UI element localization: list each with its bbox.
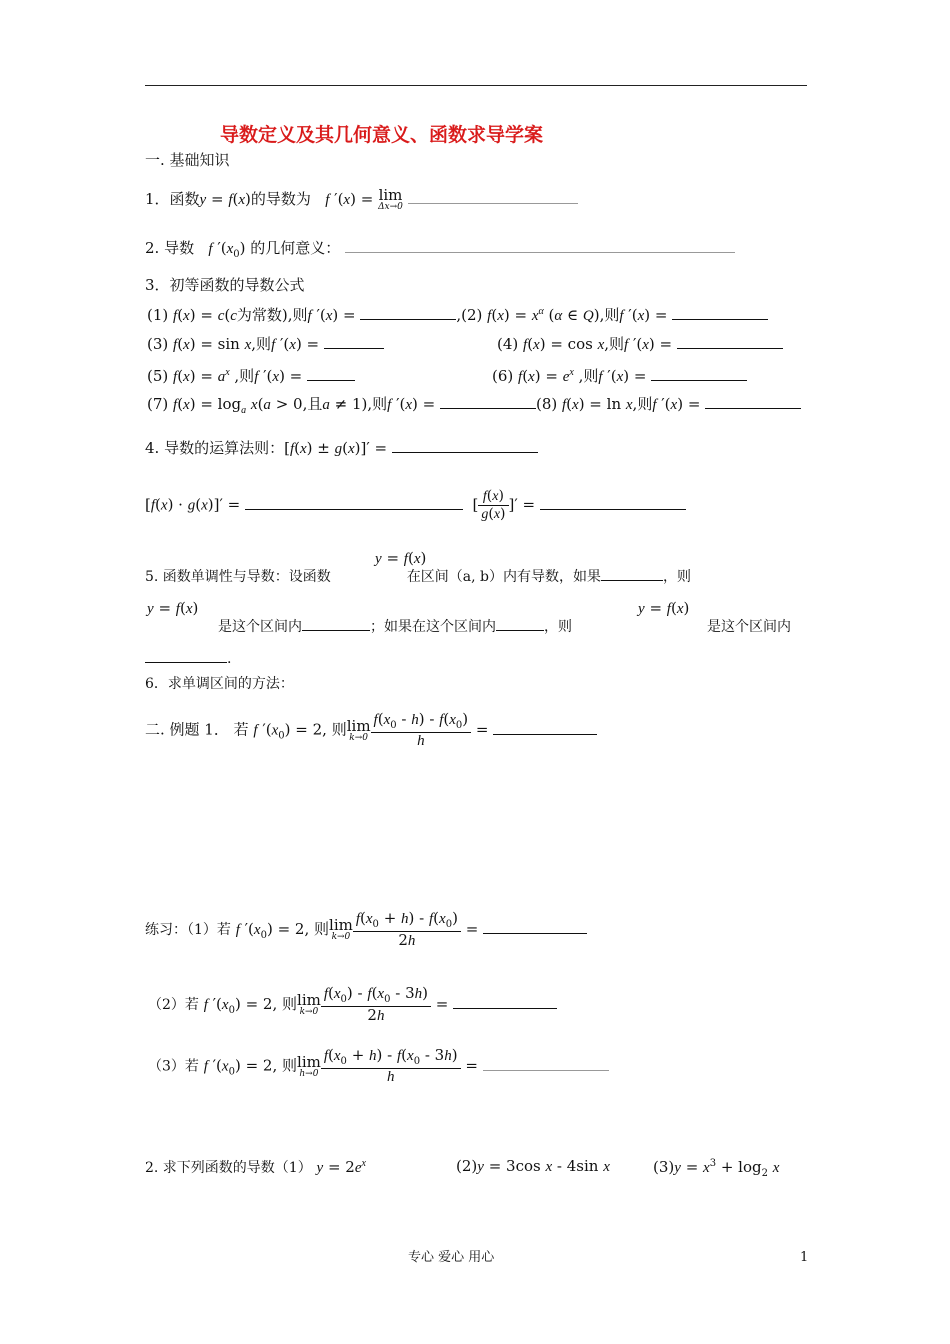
example-1: 二. 例题 1． 若 f $'(x_0) = 2$, 则lim k→0 $\frac{f(x_0 - h) - f(x_0)}{h}$ = — [145, 712, 597, 749]
section-heading-basics: 一. 基础知识 — [145, 151, 230, 169]
question-2-part-3: $(3)y = x^3 + \log_2 x$ — [653, 1158, 780, 1179]
item-3-heading: 3．初等函数的导数公式 — [145, 276, 305, 294]
item-5-func-3: y = f(x) — [638, 599, 690, 617]
practice-1: 练习：（1）若 f $'(x_0) = 2$, 则lim k→0 $\frac{f(x_0 + h) - f(x_0)}{2h}$ = — [145, 911, 587, 949]
item-5-func-2: y = f(x) — [147, 599, 199, 617]
formula-1-2: (1) f(x) = c(c为常数),则f ′(x) = ,(2) $f(x) = x^\alpha$ (α ∈ Q),则f ′(x) = — [147, 307, 768, 324]
question-2: 2. 求下列函数的导数（1） $y = 2e^x$ — [145, 1158, 366, 1176]
item-5-line3: . — [145, 652, 231, 666]
product-rule: [f(x) · g(x)]′ = [ $\frac{f(x)}{g(x)}$ ]′ = — [145, 489, 686, 522]
formula-3: (3) f(x) = sin x,则f ′(x) = — [147, 337, 384, 353]
item-5-line1: 5. 函数单调性与导数：设函数 在区间（a, b）内有导数，如果 ，则 — [145, 569, 692, 585]
practice-2: （2）若 f $'(x_0) = 2$, 则lim k→0 $\frac{f(x_0) - f(x_0 - 3h)}{2h}$ = — [148, 986, 557, 1024]
item-1: 1．函数y = f(x)的导数为 f ′(x) = lim Δx→0 — [145, 188, 578, 212]
page-number: 1 — [800, 1250, 809, 1265]
footer-slogan: 专心 爱心 用心 — [408, 1250, 495, 1265]
page-title: 导数定义及其几何意义、函数求导学案 — [220, 124, 544, 146]
practice-3: （3）若 f $'(x_0) = 2$, 则lim h→0 $\frac{f(x_0 + h) - f(x_0 - 3h)}{h}$ = — [148, 1048, 609, 1085]
item-5-func: y = f(x) — [375, 549, 427, 567]
formula-4: (4) f(x) = cos x,则f ′(x) = — [497, 337, 783, 353]
formula-6: (6) $f(x) = e^x$ ,则f ′(x) = — [492, 368, 747, 385]
header-rule — [145, 85, 807, 86]
formula-5: (5) $f(x) = a^x$ ,则f ′(x) = — [147, 368, 355, 385]
item-5-line2: 是这个区间内 ；如果在这个区间内 ，则 — [218, 619, 572, 635]
item-4: 4. 导数的运算法则：[f(x) ± g(x)]′ = — [145, 441, 538, 457]
item-2: 2. 导数 f $'(x_0)$ 的几何意义： — [145, 241, 735, 260]
item-6: 6．求单调区间的方法： — [145, 676, 294, 692]
formula-7-8: (7) $f(x) = \log_a x(a > 0$,且a ≠ 1),则f ′(x) = (8) f(x) = ln x,则f ′(x) = — [147, 397, 801, 416]
question-2-part-2: (2)y = 3cos x - 4sin x — [456, 1157, 610, 1175]
item-5-line2-end: 是这个区间内 — [707, 619, 791, 635]
